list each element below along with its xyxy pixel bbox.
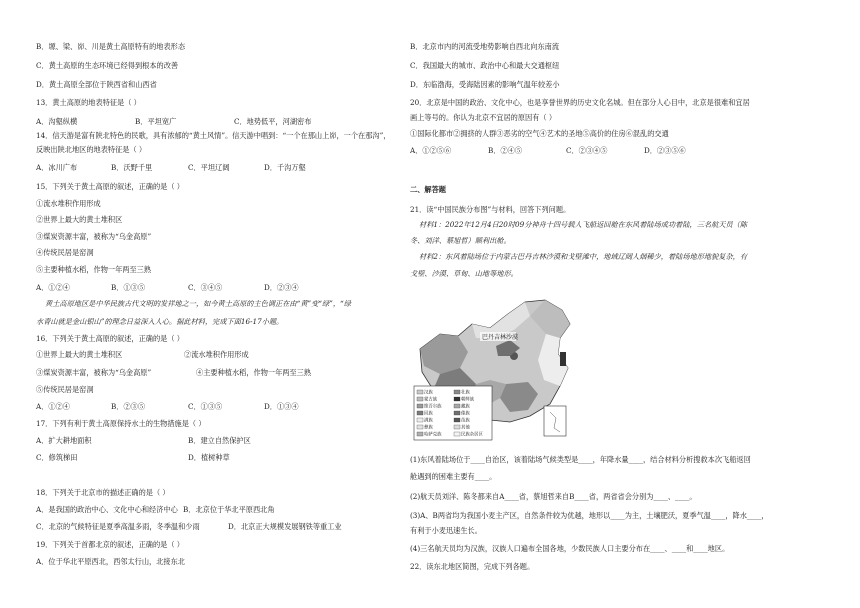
q14-option-d: D．千沟万壑 xyxy=(264,163,306,172)
legend-item: 维吾尔族 xyxy=(424,404,442,410)
q18-option-a: A．是我国的政治中心、文化中心和经济中心 xyxy=(36,505,178,514)
q21-material1-line2: 冬、刘洋、蔡旭哲）顺利出舱。 xyxy=(410,236,511,245)
q20-stem-line2: 画上等号的。你认为北京不宜居的原因有（ ） xyxy=(410,113,557,122)
q17-option-d: D．植树种草 xyxy=(188,453,230,462)
legend-item: 回族 xyxy=(424,411,433,417)
q16-option-c: C．①③⑤ xyxy=(188,402,223,411)
q16-option-d: D．①③④ xyxy=(264,402,299,411)
legend-item: 彝族 xyxy=(424,425,433,431)
map-legend xyxy=(414,386,492,440)
q14-stem-line2: 反映出陕北地区的地表特征是（ ） xyxy=(36,145,147,154)
q12-option-b: B．塬、梁、峁、川是黄土高原特有的地表形态 xyxy=(36,42,186,51)
q13-option-b: B．平坦宽广 xyxy=(135,117,177,126)
material-line1: 黄土高原地区是中华民族古代文明的发祥地之一，如今黄土高原的主色调正在由“黄”变“绿”，“绿 xyxy=(45,299,351,308)
q17-stem: 17．下列有利于黄土高原保持水土的生物措施是（ ） xyxy=(36,419,206,428)
q12-option-d: D．黄土高原全部位于陕西省和山西省 xyxy=(36,80,157,89)
q21-part3-line1: (3)A、B两省均为我国小麦主产区，自然条件较为优越，地形以____为主，土壤肥沃，夏季气温____，降水____， xyxy=(410,511,769,520)
q13-option-a: A．沟壑纵横 xyxy=(36,117,78,126)
q20-items: ①国际化都市②拥挤的人群③恶劣的空气④艺术的圣地⑤高价的住房⑥混乱的交通 xyxy=(410,129,669,138)
q18-option-d: D．北京正大规模发展钢铁等重工业 xyxy=(228,522,342,531)
q21-part1-line1: (1)东风着陆场位于____自治区，该着陆场气候类型是____，年降水量____，结合材料分析搜救本次飞船返回 xyxy=(410,455,751,464)
q15-option-c: C．③④⑤ xyxy=(188,283,223,292)
legend-item: 民族杂居区 xyxy=(461,432,483,438)
q19-option-c: C．我国最大的城市、政治中心和最大交通枢纽 xyxy=(410,61,560,70)
q15-item-1: ①流水堆积作用形成 xyxy=(36,199,101,208)
q15-option-a: A．①②④ xyxy=(36,283,70,292)
q13-option-c: C．地势低平，河湖密布 xyxy=(234,117,312,126)
q21-material1-line1: 材料1：2022年12月4日20时09分神舟十四号载人飞船返回舱在东风着陆场成功着陆，三名航天员（陈 xyxy=(419,220,748,229)
q15-item-4: ④传统民居是窑洞 xyxy=(36,248,94,257)
q13-stem: 13．黄土高原的地表特征是（ ） xyxy=(36,98,141,107)
q17-option-b: B．建立自然保护区 xyxy=(188,436,251,445)
legend-item: 蒙古族 xyxy=(424,397,438,403)
legend-item: 傣族 xyxy=(461,411,470,417)
q21-stem: 21．读“中国民族分布图”与材料，回答下列问题。 xyxy=(410,205,571,214)
q15-option-b: B．①③⑤ xyxy=(111,283,146,292)
q20-stem-line1: 20．北京是中国的政治、文化中心，也是享誉世界的历史文化名城。但在部分人心目中，北京是很难和宜居 xyxy=(410,98,750,107)
q21-material2-line2: 戈壁、沙漠、草甸、山地等地形。 xyxy=(410,269,518,278)
q20-option-a: A．①②⑤⑥ xyxy=(410,146,452,155)
q16-item-3: ③煤炭资源丰富，被称为“乌金高原” xyxy=(36,368,152,377)
legend-item: 其他 xyxy=(461,425,470,431)
q16-stem: 16．下列关于黄土高原的叙述，正确的是（ ） xyxy=(36,334,184,343)
south-sea-inset xyxy=(544,406,566,436)
q15-item-2: ②世界上最大的黄土堆积区 xyxy=(36,215,123,224)
q20-option-b: B．②④⑤ xyxy=(488,146,523,155)
map-label-badain-jaran: 巴丹吉林沙漠 xyxy=(482,334,519,341)
q16-item-4: ④主要种植水稻，作物一年两至三熟 xyxy=(196,368,312,377)
q18-option-c: C．北京的气候特征是夏季高温多雨，冬季温和少雨 xyxy=(36,522,200,531)
q22-stem: 22．读东北地区简图，完成下列各题。 xyxy=(410,562,535,571)
legend-item: 苗族 xyxy=(461,418,470,424)
q21-part3-line2: 有利于小麦迅速生长。 xyxy=(410,526,482,535)
q15-option-d: D．②③④ xyxy=(264,283,299,292)
legend-item: 壮族 xyxy=(461,390,470,396)
q15-item-3: ③煤炭资源丰富，被称为“乌金高原” xyxy=(36,232,152,241)
q17-option-c: C．修筑梯田 xyxy=(36,453,78,462)
q14-option-b: B．沃野千里 xyxy=(111,163,153,172)
q18-stem: 18．下列关于北京市的描述正确的是（ ） xyxy=(36,488,170,497)
q16-item-5: ⑤传统民居是窑洞 xyxy=(36,385,94,394)
q19-option-d: D．东临渤海，受海陆因素的影响气温年较差小 xyxy=(410,80,560,89)
legend-item: 满族 xyxy=(424,418,433,424)
q20-option-d: D．②③⑤⑥ xyxy=(644,146,686,155)
q15-stem: 15．下列关于黄土高原的叙述，正确的是（ ） xyxy=(36,182,184,191)
q16-option-b: B．②③⑤ xyxy=(111,402,146,411)
china-ethnic-distribution-map xyxy=(410,294,590,442)
q19-option-a: A．位于华北平原西北，西邻太行山，北接东北 xyxy=(36,557,185,566)
legend-item: 哈萨克族 xyxy=(424,432,442,438)
q19-option-b: B．北京市内的河流受地势影响自西北向东南流 xyxy=(410,42,560,51)
q15-item-5: ⑤主要种植水稻，作物一年两至三熟 xyxy=(36,265,152,274)
q14-stem-line1: 14．信天游是富有陕北特色的民歌，具有浓郁的“黄土风情”。信天游中唱到：“一个在那山上峁，一个在那沟”， xyxy=(36,131,391,140)
q18-option-b: B．北京位于华北平原西北角 xyxy=(183,505,275,514)
q12-option-c: C．黄土高原的生态环境已经得到根本的改善 xyxy=(36,61,179,70)
q21-part2: (2)航天员刘洋、陈冬都来自A____省，蔡旭哲来自B____省，两省省会分别为____、____。 xyxy=(410,492,697,501)
q14-option-c: C．平坦辽阔 xyxy=(188,163,230,172)
q21-part4: (4)三名航天员均为汉族，汉族人口遍布全国各地，少数民族人口主要分布在____、____和____地区。 xyxy=(410,544,730,553)
legend-item: 藏族 xyxy=(461,404,470,410)
q19-stem: 19．下列关于首都北京的叙述，正确的是（ ） xyxy=(36,540,184,549)
q17-option-a: A．扩大耕地面积 xyxy=(36,436,92,445)
q21-material2-line1: 材料2：东风着陆场位于内蒙古巴丹吉林沙漠和戈壁滩中，地域辽阔人烟稀少，着陆场地形地貌复杂，有 xyxy=(419,252,748,261)
q16-item-2: ②流水堆积作用形成 xyxy=(184,350,249,359)
legend-item: 朝鲜族 xyxy=(461,397,475,403)
material-line2: 水青山就是金山银山”的理念日益深入人心。据此材料，完成下面16-17小题。 xyxy=(36,317,284,326)
section-heading: 二、解答题 xyxy=(410,185,446,194)
q21-part1-line2: 舱遇到的困难主要有____。 xyxy=(410,472,497,481)
q16-option-a: A．①②④ xyxy=(36,402,70,411)
q14-option-a: A．冰川广布 xyxy=(36,163,78,172)
q16-item-1: ①世界上最大的黄土堆积区 xyxy=(36,350,123,359)
legend-item: 汉族 xyxy=(424,390,433,396)
q20-option-c: C．②③④⑤ xyxy=(566,146,608,155)
